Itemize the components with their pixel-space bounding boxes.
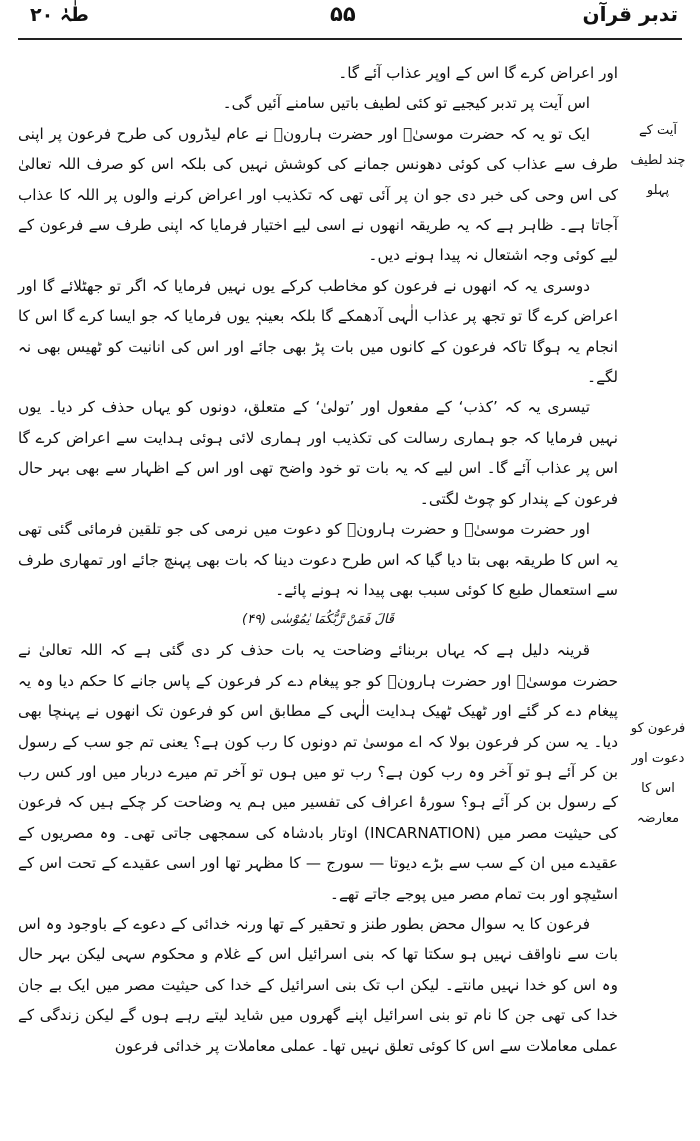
surah-reference: طٰہٰ ۲۰ [30,4,89,26]
side-note-line: پہلو [646,183,670,198]
paragraph: ایک تو یہ کہ حضرت موسیٰؑ اور حضرت ہارونؑ نے عام لیڈروں کی طرح فرعون پر اپنی طرف سے عذاب کی کوئی دھونس جمانے کی کوشش نہیں کی بلکہ اس کو صرف اللہ تعالیٰ کی اس وحی کی خبر دی جو ان پر آئی تھی کہ تکذیب اور اعراض کرنے والوں پر اللہ کا عذاب آجاتا ہے۔ ظاہر ہے کہ یہ طریقہ انھوں نے اسی لیے اختیار فرمایا کہ اپنی طرف سے فرعون کے لیے کوئی وجہ اشتعال نہ پیدا ہونے دیں۔ [18,124,618,265]
side-note-1 [626,116,690,206]
side-note-line: چند لطیف [630,153,686,168]
book-title: تدبر قرآن [582,2,678,26]
header-rule [18,38,682,40]
quran-verse: قَالَ فَمَنْ رَّبُّكُمَا يٰمُوْسٰى (۴۹) [241,612,395,628]
page-header [0,2,700,36]
paragraph: فرعون کا یہ سوال محض بطور طنز و تحقیر کے تھا ورنہ خدائی کے دعوے کے باوجود وہ اس بات سے ناواقف نہیں ہو سکتا تھا کہ بنی اسرائیل اس کے غلام و محکوم سہی لیکن بہر حال وہ اس کو خدا نہیں مانتے۔ لیکن اب تک بنی اسرائیل کے خدا کی حیثیت مصر میں ایک بے جان خدا کی تھی جن کا نام تو بنی اسرائیل اپنے گھروں میں شاید لیتے رہے ہوں گے لیکن زندگی کے عملی معاملات سے اس کا کوئی تعلق نہیں تھا۔ عملی معاملات پر خدائی فرعون [18,914,618,1055]
body-text [18,58,618,1061]
side-note-line: آیت کے [639,123,677,138]
paragraph: دوسری یہ کہ انھوں نے فرعون کو مخاطب کرکے یوں نہیں فرمایا کہ اگر تو جھٹلائے گا اور اعراض کرے گا تو تجھ پر عذاب الٰہی آدھمکے گا بلکہ بعینہٖ یوں فرمایا کہ جو ایسا کرے گا اس کا انجام یہ ہوگا تاکہ فرعون کے کانوں میں بات پڑ بھی جائے اور اس کی انانیت کو ٹھیس بھی نہ لگے۔ [18,276,618,387]
page-number: ۵۵ [330,2,356,26]
side-note-line: اس کا معارضہ [636,781,680,826]
side-note-line: فرعون کو [630,721,686,736]
side-note-line: دعوت اور [631,751,685,766]
paragraph: اور حضرت موسیٰؑ و حضرت ہارونؑ کو دعوت میں نرمی کی جو تلقین فرمائی گئی تھی یہ اس کا طریقہ بھی بتا دیا گیا کہ اس طرح دعوت دینا کہ بات بھی پہنچ جائے اور تمھاری طرف سے استعمال طبع کا کوئی سبب بھی پیدا نہ ہونے پائے۔ [18,520,618,599]
paragraph: قرینہ دلیل ہے کہ یہاں بربنائے وضاحت یہ بات حذف کر دی گئی ہے کہ اللہ تعالیٰ نے حضرت موسیٰؑ اور حضرت ہارونؑ کو جو پیغام دے کر فرعون کے پاس جانے کا حکم دیا وہ یہ پیغام دے کر گئے اور ٹھیک ٹھیک ہدایت الٰہی کے مطابق اس کو فرعون تک انھوں نے پہنچا بھی دیا۔ یہ سن کر فرعون بولا کہ اے موسیٰ تم دونوں کا رب کون ہے؟ یعنی تم جو سب کے رسول بن کر آئے ہو تو آخر وہ رب کون ہے؟ رب تو میں ہوں تو آخر تم میرے دربار میں اور کس رب کے رسول بن کر آئے ہو؟ سورۂ اعراف کی تفسیر میں ہم یہ وضاحت کر چکے ہیں کہ فرعون کی حیثیت مصر میں (INCARNATION) اوتار بادشاہ کی سمجھی جاتی تھی۔ وہ مصریوں کے عقیدے میں ان کے سب سے بڑے دیوتا — سورج — کا مظہر تھا اور اسی عقیدے کے تحت اس کے اسٹیچو اور بت تمام مصر میں پوجے جاتے تھے۔ [18,641,619,903]
paragraph: اور اعراض کرے گا اس کے اوپر عذاب آئے گا۔ [338,64,618,82]
paragraph: اس آیت پر تدبر کیجیے تو کئی لطیف باتیں سامنے آئیں گی۔ [222,94,590,113]
paragraph: تیسری یہ کہ ’کذب‘ کے مفعول اور ’تولیٰ‘ کے متعلق، دونوں کو یہاں حذف کر دیا۔ یوں نہیں فرمایا کہ جو ہماری رسالت کی تکذیب اور ہماری لائی ہوئی ہدایت سے اعراض کرے گا اس پر عذاب آئے گا۔ اس لیے کہ یہ بات تو خود واضح تھی اور اس کے اظہار سے بھی بہر حال فرعون کے پندار کو چوٹ لگتی۔ [18,398,618,508]
side-note-2 [626,714,690,834]
